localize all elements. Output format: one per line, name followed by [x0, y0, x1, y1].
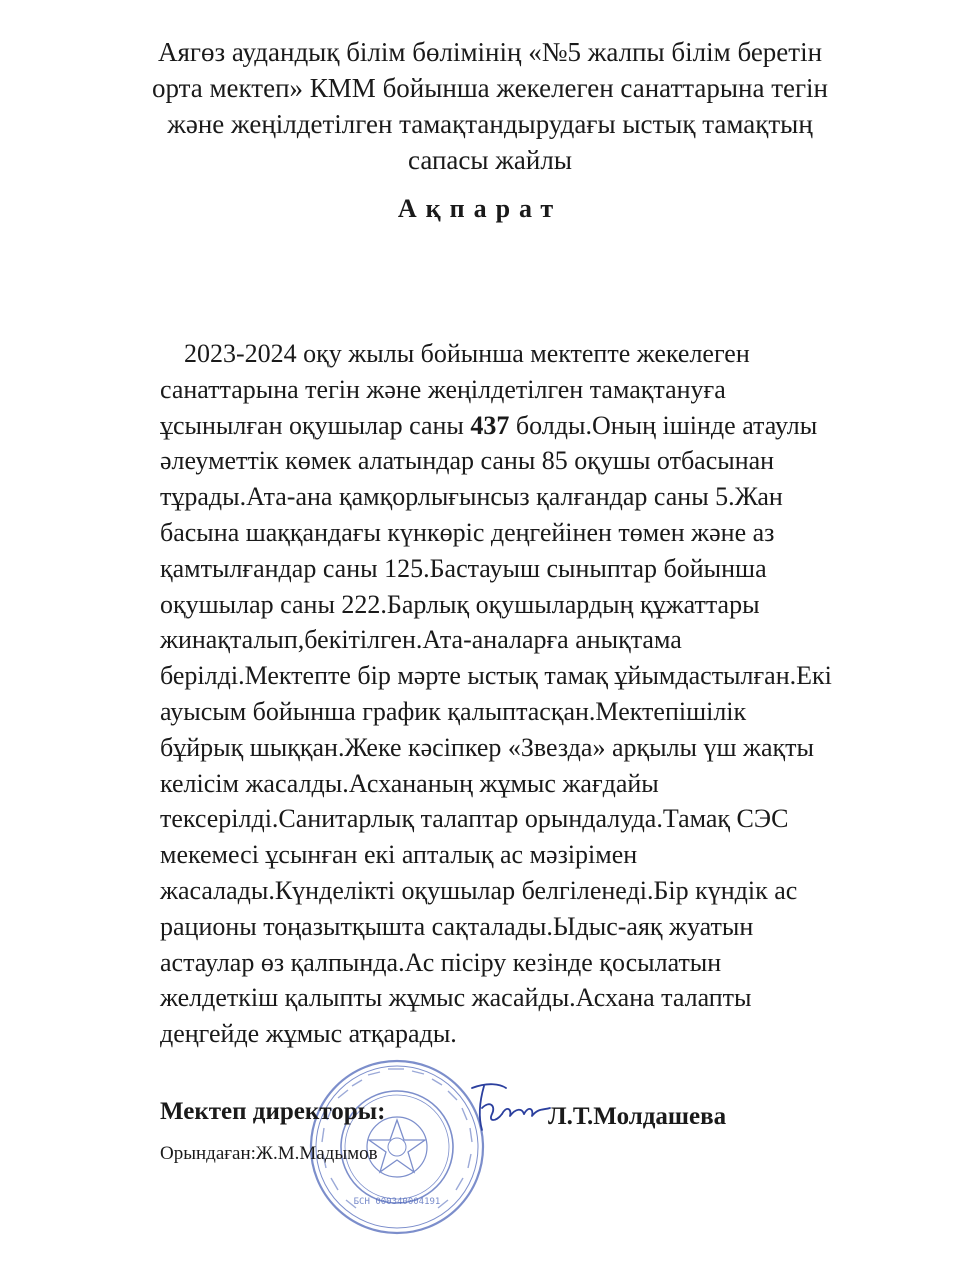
body-line: желдеткіш қалыпты жұмыс жасайды.Асхана талапты	[160, 983, 752, 1013]
body-text-segment: ұсынылған оқушылар саны	[160, 410, 471, 440]
body-paragraph	[160, 336, 900, 1052]
student-count-number: 437	[470, 410, 510, 440]
body-line: жинақталып,бекітілген.Ата-аналарға анықтама	[160, 625, 682, 655]
body-line: 2023-2024 оқу жылы бойынша мектепте жекелеген	[184, 339, 750, 368]
body-line: әлеуметтік көмек алатындар саны 85 оқушы отбасынан	[160, 446, 775, 476]
body-line: тексерілді.Санитарлық талаптар орындалуда.Тамақ СЭС	[160, 804, 789, 834]
executor-line: Орындаған:Ж.М.Мадымов	[160, 1143, 378, 1164]
document-heading: Ақпарат	[397, 194, 563, 223]
signature	[466, 1078, 554, 1138]
body-line: санаттарына тегін және жеңілдетілген тамақтануға	[160, 374, 726, 404]
director-name: Л.Т.Молдашева	[548, 1103, 727, 1130]
body-line: ауысым бойынша график қалыптасқан.Мектепішілік	[160, 696, 747, 726]
body-line: жасалады.Күнделікті оқушылар белгіленеді.Бір күндік ас	[160, 875, 798, 905]
body-line: деңгейде жұмыс атқарады.	[160, 1019, 457, 1049]
body-line: қамтылғандар саны 125.Бастауыш сыныптар бойынша	[160, 553, 767, 583]
body-line: оқушылар саны 222.Барлық оқушылардың құжаттары	[160, 589, 760, 619]
title-line: орта мектеп» КММ бойынша жекелеген санаттарына тегін	[151, 73, 829, 103]
body-line: басына шаққандағы күнкөріс деңгейінен төмен және аз	[160, 517, 775, 547]
title-line: сапасы жайлы	[408, 145, 572, 175]
body-text-segment: болды.Оның ішінде атаулы	[509, 410, 818, 440]
body-line: тұрады.Ата-ана қамқорлығынсыз қалғандар саны 5.Жан	[160, 482, 783, 512]
body-line: астаулар өз қалпында.Ас пісіру кезінде қосылатын	[160, 947, 722, 977]
director-label: Мектеп директоры:	[160, 1098, 386, 1125]
title-line: Аягөз аудандық білім бөлімінің «№5 жалпы білім беретін	[157, 37, 823, 67]
title-line: және жеңілдетілген тамақтандырудағы ыстық тамақтың	[167, 109, 813, 139]
body-line: берілді.Мектепте бір мәрте ыстық тамақ ұйымдастылған.Екі	[160, 661, 832, 691]
document-title	[150, 34, 830, 178]
body-line	[160, 408, 900, 444]
body-line: рационы тоңазытқышта сақталады.Ыдыс-аяқ жуатын	[160, 911, 754, 941]
stamp-id-text: БСН 000340004191	[353, 1197, 441, 1207]
body-line: келісім жасалды.Асхананың жұмыс жағдайы	[160, 768, 659, 798]
body-line: мекемесі ұсынған екі апталық ас мәзірімен	[160, 840, 638, 870]
body-line: бұйрық шыққан.Жеке кәсіпкер «Звезда» арқылы үш жақты	[160, 732, 815, 762]
